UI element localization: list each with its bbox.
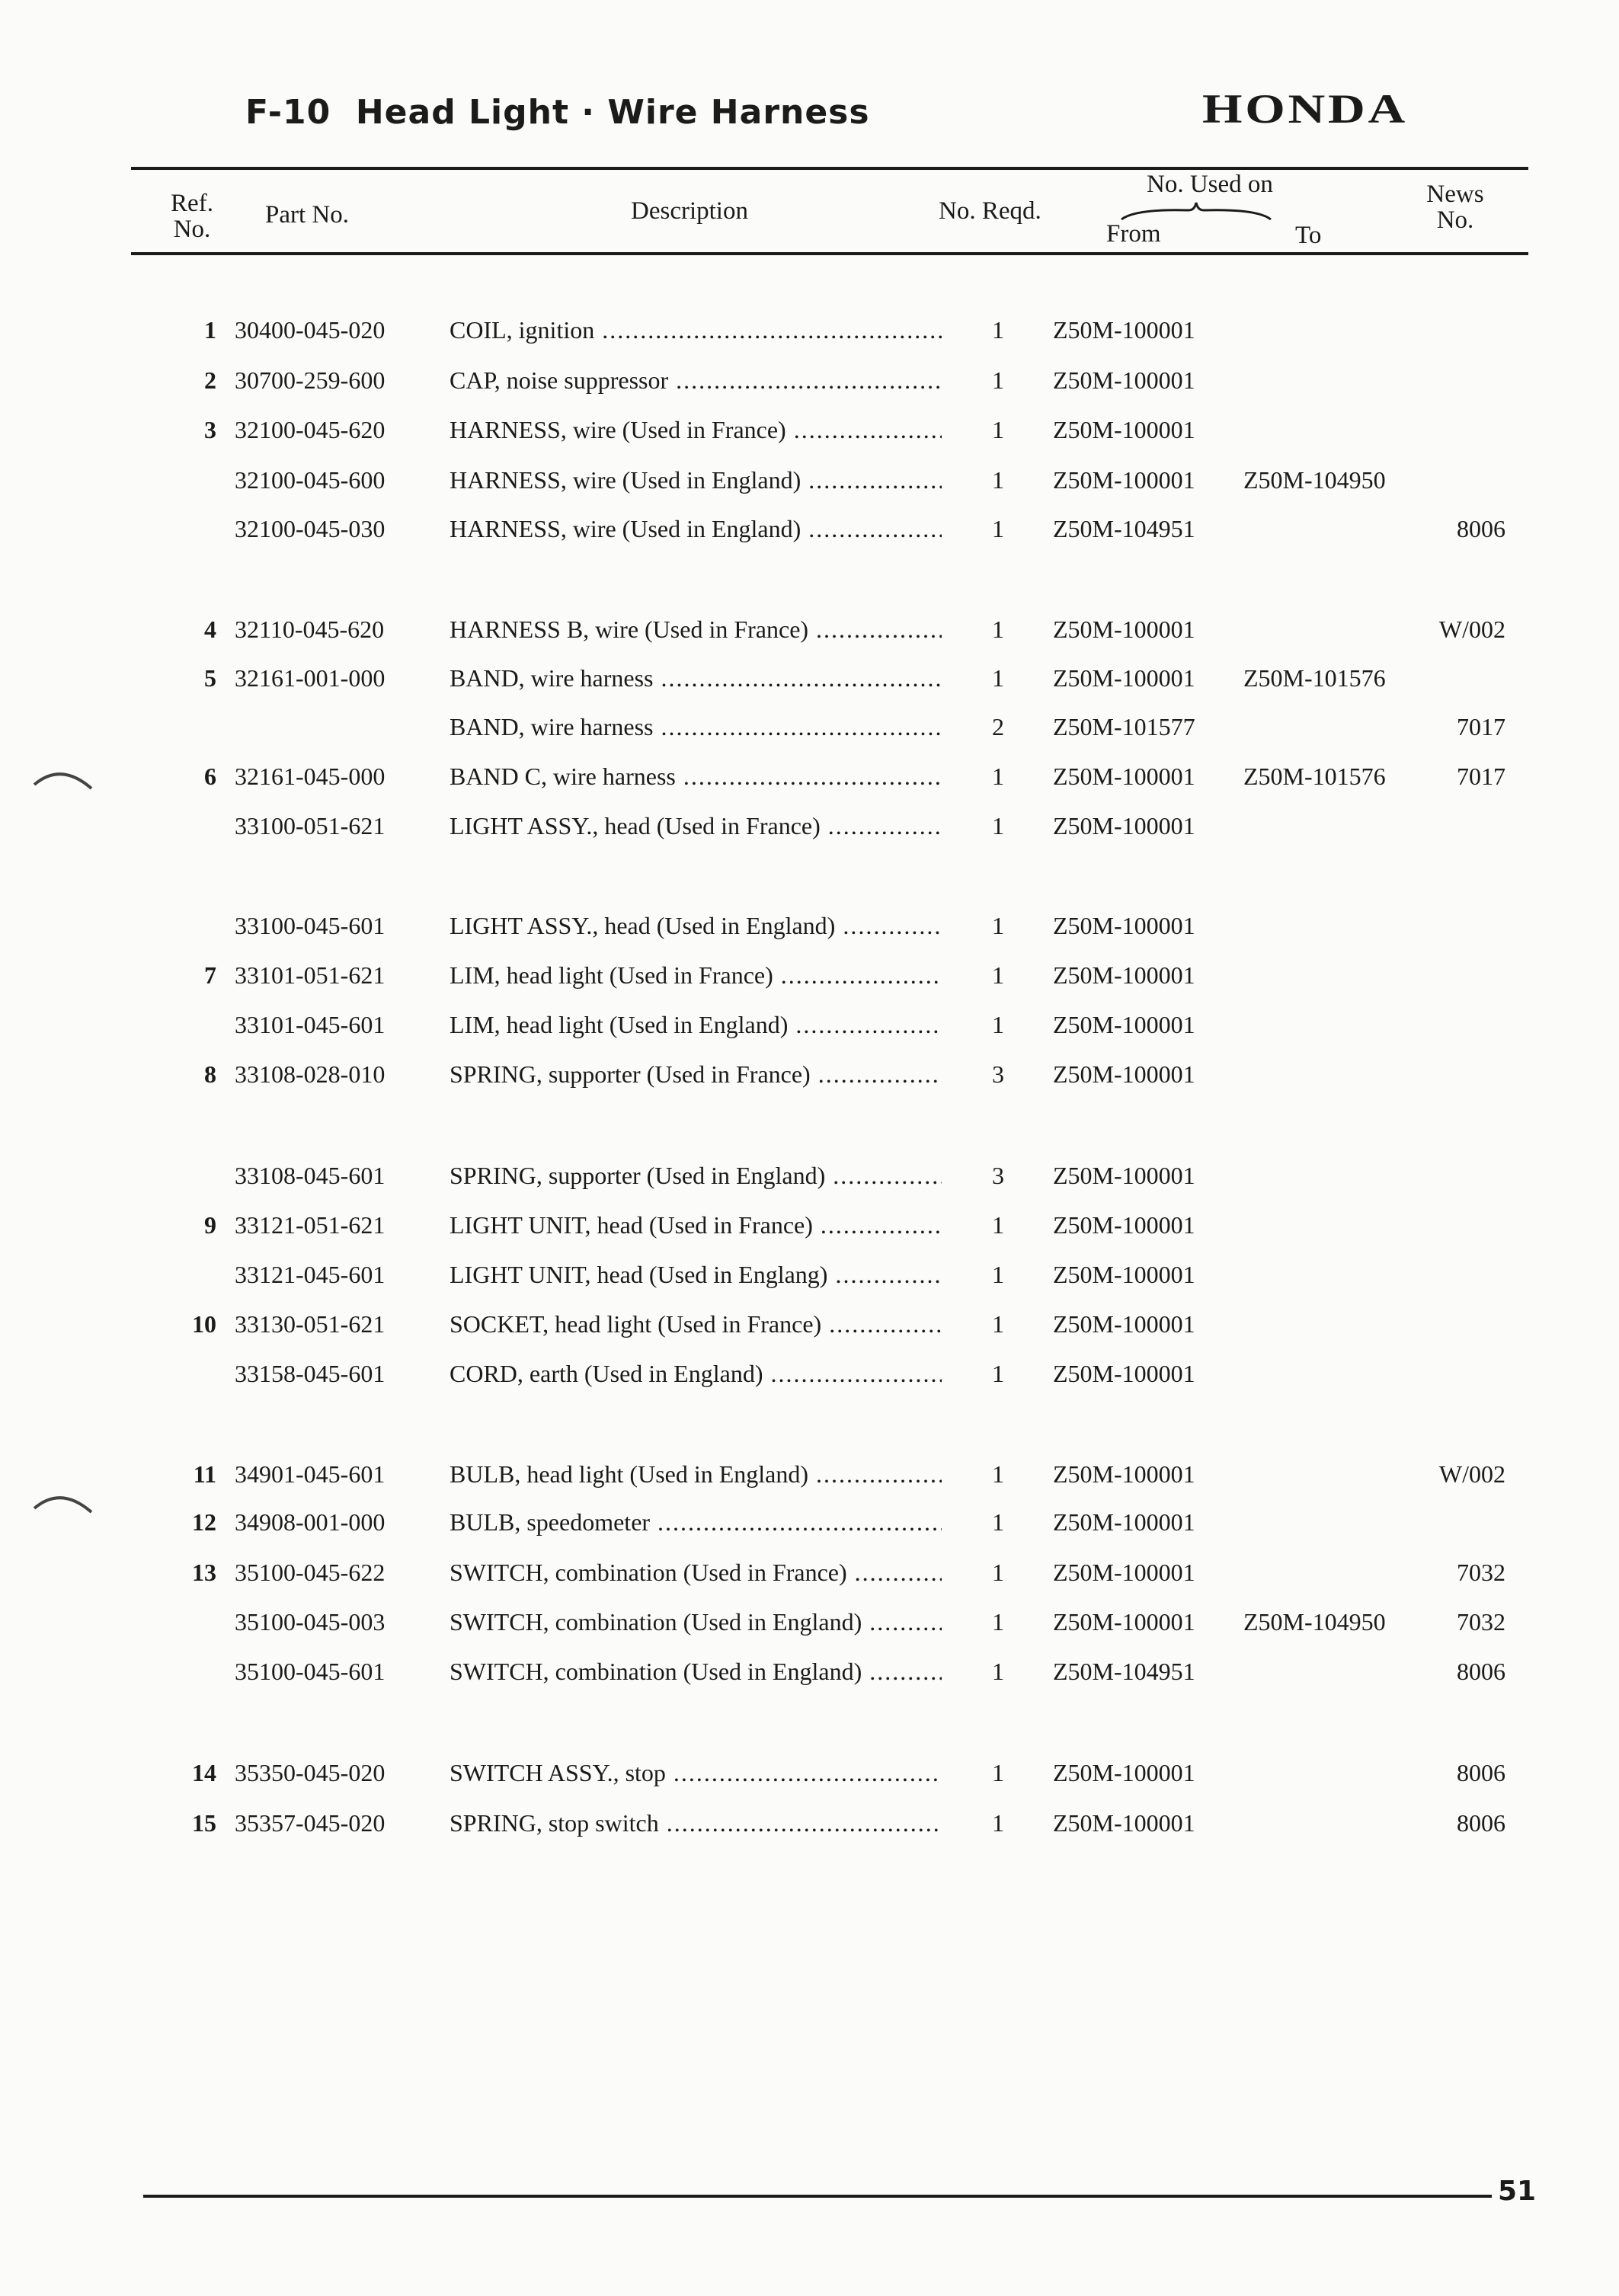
- part-number: 33101-051-621: [235, 961, 386, 989]
- used-from: Z50M-101577: [1053, 713, 1195, 740]
- column-header-description: Description: [631, 197, 748, 225]
- quantity-required: 1: [992, 1759, 1004, 1786]
- table-row: [0, 316, 1619, 350]
- quantity-required: 1: [992, 1261, 1004, 1288]
- brand-logo: HONDA: [1202, 86, 1408, 132]
- used-to: Z50M-101576: [1243, 664, 1386, 692]
- table-row: [0, 1508, 1619, 1542]
- used-from: Z50M-100001: [1053, 1809, 1195, 1837]
- part-number: 35357-045-020: [235, 1809, 386, 1837]
- description: BAND, wire harness .....: [450, 713, 942, 741]
- quantity-required: 1: [992, 316, 1004, 344]
- news-number: W/002: [1438, 616, 1505, 643]
- used-to: Z50M-104950: [1243, 1608, 1386, 1636]
- used-from: Z50M-104951: [1053, 1658, 1195, 1685]
- table-row: [0, 1360, 1619, 1393]
- used-from: Z50M-100001: [1053, 1460, 1195, 1488]
- quantity-required: 1: [992, 912, 1004, 939]
- part-number: 33121-045-601: [235, 1261, 386, 1288]
- column-header-no-reqd: No. Reqd.: [939, 197, 1041, 225]
- description: LIM, head light (Used in England) .....: [450, 1011, 942, 1039]
- ref-number: 8: [204, 1060, 216, 1088]
- ref-number: 15: [192, 1809, 216, 1837]
- part-number: 32100-045-620: [235, 416, 386, 443]
- table-row: [0, 616, 1619, 649]
- quantity-required: 1: [992, 812, 1004, 839]
- quantity-required: 1: [992, 1658, 1004, 1685]
- table-row: [0, 1658, 1619, 1691]
- description: BULB, head light (Used in England) .....: [450, 1460, 942, 1489]
- description: HARNESS, wire (Used in England) .....: [450, 515, 942, 543]
- used-from: Z50M-100001: [1053, 316, 1195, 344]
- table-row: [0, 1261, 1619, 1294]
- quantity-required: 1: [992, 515, 1004, 542]
- quantity-required: 1: [992, 664, 1004, 692]
- quantity-required: 1: [992, 1608, 1004, 1636]
- description: HARNESS B, wire (Used in France) .....: [450, 616, 942, 644]
- part-number: 33158-045-601: [235, 1360, 386, 1387]
- part-number: 35100-045-003: [235, 1608, 386, 1636]
- used-from: Z50M-100001: [1053, 1211, 1195, 1239]
- table-row: [0, 1310, 1619, 1344]
- description: LIGHT ASSY., head (Used in England) .....: [450, 912, 942, 940]
- part-number: 30700-259-600: [235, 366, 386, 394]
- description: SPRING, supporter (Used in France) .....: [450, 1060, 942, 1089]
- description: HARNESS, wire (Used in England) .....: [450, 466, 942, 494]
- description: SWITCH, combination (Used in France) .....: [450, 1559, 942, 1587]
- quantity-required: 1: [992, 416, 1004, 443]
- used-from: Z50M-100001: [1053, 1310, 1195, 1338]
- description: SWITCH ASSY., stop .....: [450, 1759, 942, 1787]
- used-from: Z50M-100001: [1053, 1162, 1195, 1189]
- part-number: 34901-045-601: [235, 1460, 386, 1488]
- quantity-required: 1: [992, 366, 1004, 394]
- part-number: 35350-045-020: [235, 1759, 386, 1786]
- used-to: Z50M-101576: [1243, 763, 1386, 790]
- ref-number: 6: [204, 763, 216, 790]
- table-row: [0, 1759, 1619, 1792]
- description: CAP, noise suppressor .....: [450, 366, 942, 395]
- part-number: 35100-045-601: [235, 1658, 386, 1685]
- used-from: Z50M-100001: [1053, 466, 1195, 494]
- table-row: [0, 1559, 1619, 1592]
- table-row: [0, 1211, 1619, 1245]
- news-number: 8006: [1457, 515, 1505, 542]
- ref-number: 4: [204, 616, 216, 643]
- description: BAND C, wire harness .....: [450, 763, 942, 791]
- description: BAND, wire harness .....: [450, 664, 942, 692]
- description: SWITCH, combination (Used in England) .....: [450, 1608, 942, 1636]
- quantity-required: 1: [992, 1011, 1004, 1038]
- description: HARNESS, wire (Used in France) .....: [450, 416, 942, 444]
- ref-number: 3: [204, 416, 216, 443]
- ref-number: 14: [192, 1759, 216, 1786]
- news-number: 8006: [1457, 1658, 1505, 1685]
- description: LIM, head light (Used in France) .....: [450, 961, 942, 990]
- part-number: 33100-051-621: [235, 812, 386, 839]
- part-number: 32161-001-000: [235, 664, 386, 692]
- description: COIL, ignition .....: [450, 316, 942, 344]
- ref-number: 9: [204, 1211, 216, 1239]
- part-number: 34908-001-000: [235, 1508, 386, 1536]
- part-number: 32110-045-620: [235, 616, 385, 643]
- used-from: Z50M-100001: [1053, 961, 1195, 989]
- description: LIGHT UNIT, head (Used in France) .....: [450, 1211, 942, 1239]
- table-row: [0, 713, 1619, 747]
- ref-number: 7: [204, 961, 216, 989]
- quantity-required: 1: [992, 1310, 1004, 1338]
- quantity-required: 1: [992, 1809, 1004, 1837]
- part-number: 33121-051-621: [235, 1211, 386, 1239]
- quantity-required: 1: [992, 1460, 1004, 1488]
- description: SWITCH, combination (Used in England) .....: [450, 1658, 942, 1686]
- used-from: Z50M-100001: [1053, 664, 1195, 692]
- description: BULB, speedometer .....: [450, 1508, 942, 1537]
- part-number: 33100-045-601: [235, 912, 386, 939]
- table-row: [0, 812, 1619, 846]
- part-number: 33108-028-010: [235, 1060, 386, 1088]
- quantity-required: 1: [992, 1360, 1004, 1387]
- header-top-rule: [131, 167, 1528, 170]
- used-from: Z50M-100001: [1053, 1559, 1195, 1586]
- description: CORD, earth (Used in England) .....: [450, 1360, 942, 1388]
- quantity-required: 1: [992, 763, 1004, 790]
- ref-number: 1: [204, 316, 216, 344]
- part-number: 33108-045-601: [235, 1162, 386, 1189]
- table-row: [0, 1011, 1619, 1044]
- used-from: Z50M-100001: [1053, 366, 1195, 394]
- table-row: [0, 664, 1619, 698]
- table-row: [0, 1162, 1619, 1195]
- description: SOCKET, head light (Used in France) .....: [450, 1310, 942, 1338]
- news-number: 7017: [1457, 763, 1505, 790]
- table-row: [0, 912, 1619, 945]
- table-row: [0, 515, 1619, 548]
- description: SPRING, stop switch .....: [450, 1809, 942, 1837]
- ref-number: 10: [192, 1310, 216, 1338]
- part-number: 33101-045-601: [235, 1011, 386, 1038]
- part-number: 32161-045-000: [235, 763, 386, 790]
- table-row: [0, 1809, 1619, 1843]
- description: LIGHT ASSY., head (Used in France) .....: [450, 812, 942, 840]
- used-to: Z50M-104950: [1243, 466, 1386, 494]
- used-from: Z50M-100001: [1053, 763, 1195, 790]
- used-from: Z50M-100001: [1053, 1508, 1195, 1536]
- footer-rule: [143, 2195, 1492, 2198]
- quantity-required: 3: [992, 1060, 1004, 1088]
- page-title: F-10 Head Light · Wire Harness: [245, 93, 870, 132]
- page-number: 51: [1498, 2176, 1537, 2207]
- table-row: [0, 961, 1619, 995]
- ref-number: 13: [192, 1559, 216, 1586]
- header-bottom-rule: [131, 252, 1528, 255]
- quantity-required: 1: [992, 466, 1004, 494]
- used-from: Z50M-100001: [1053, 1060, 1195, 1088]
- used-from: Z50M-100001: [1053, 1608, 1195, 1636]
- column-header-part-no: Part No.: [265, 201, 349, 229]
- quantity-required: 1: [992, 961, 1004, 989]
- part-number: 30400-045-020: [235, 316, 386, 344]
- ref-number: 12: [192, 1508, 216, 1536]
- ref-number: 2: [204, 366, 216, 394]
- part-number: 35100-045-622: [235, 1559, 386, 1586]
- news-number: 8006: [1457, 1809, 1505, 1837]
- column-header-ref: Ref. No.: [171, 190, 213, 243]
- part-number: 32100-045-600: [235, 466, 386, 494]
- news-number: 7017: [1457, 713, 1505, 740]
- quantity-required: 1: [992, 1559, 1004, 1586]
- used-from: Z50M-100001: [1053, 812, 1195, 839]
- used-from: Z50M-100001: [1053, 1011, 1195, 1038]
- ref-number: 11: [193, 1460, 216, 1488]
- table-row: [0, 1060, 1619, 1094]
- quantity-required: 2: [992, 713, 1004, 740]
- column-header-used-on: No. Used on: [1147, 171, 1273, 198]
- part-number: 33130-051-621: [235, 1310, 386, 1338]
- table-row: [0, 366, 1619, 400]
- news-number: 7032: [1457, 1608, 1505, 1636]
- news-number: 8006: [1457, 1759, 1505, 1786]
- used-from: Z50M-100001: [1053, 1360, 1195, 1387]
- table-row: [0, 466, 1619, 500]
- table-row: [0, 763, 1619, 796]
- part-number: 32100-045-030: [235, 515, 386, 542]
- used-from: Z50M-104951: [1053, 515, 1195, 542]
- table-row: [0, 416, 1619, 449]
- news-number: 7032: [1457, 1559, 1505, 1586]
- quantity-required: 1: [992, 1211, 1004, 1239]
- table-row: [0, 1460, 1619, 1494]
- description: SPRING, supporter (Used in England) .....: [450, 1162, 942, 1190]
- quantity-required: 1: [992, 616, 1004, 643]
- ref-number: 5: [204, 664, 216, 692]
- used-from: Z50M-100001: [1053, 912, 1195, 939]
- quantity-required: 1: [992, 1508, 1004, 1536]
- column-header-from: From: [1106, 220, 1161, 248]
- column-header-to: To: [1295, 222, 1322, 249]
- used-from: Z50M-100001: [1053, 1759, 1195, 1786]
- used-from: Z50M-100001: [1053, 416, 1195, 443]
- news-number: W/002: [1438, 1460, 1505, 1488]
- table-row: [0, 1608, 1619, 1642]
- quantity-required: 3: [992, 1162, 1004, 1189]
- used-from: Z50M-100001: [1053, 1261, 1195, 1288]
- used-from: Z50M-100001: [1053, 616, 1195, 643]
- used-on-brace: [1120, 200, 1272, 222]
- description: LIGHT UNIT, head (Used in Englang) .....: [450, 1261, 942, 1289]
- column-header-news-no: News No.: [1426, 181, 1484, 234]
